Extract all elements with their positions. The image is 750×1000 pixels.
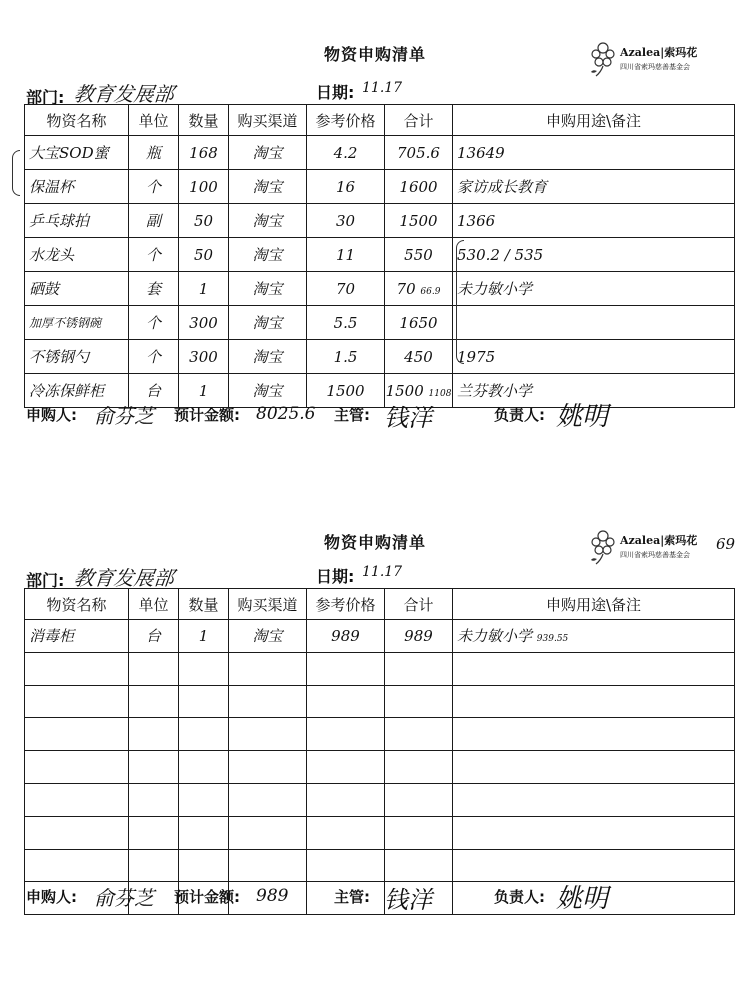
item-channel: 淘宝 <box>229 136 307 170</box>
responsible-label: 负责人: <box>494 888 545 906</box>
item-total: 989 <box>385 620 453 653</box>
column-header: 物资名称 <box>25 105 129 136</box>
supervisor-signature: 钱洋 <box>384 404 432 432</box>
budget-label: 预计金额: <box>174 406 240 424</box>
column-header: 参考价格 <box>307 589 385 620</box>
date-value: 11.17 <box>362 80 403 96</box>
item-channel: 淘宝 <box>229 170 307 204</box>
item-name: 大宝SOD蜜 <box>25 136 129 170</box>
margin-note: 69 <box>716 535 736 553</box>
item-name: 加厚不锈钢碗 <box>25 306 129 340</box>
date-value: 11.17 <box>362 564 403 580</box>
azalea-flower-icon <box>588 38 618 78</box>
purchase-form-1 <box>0 0 750 470</box>
item-name: 消毒柜 <box>25 620 129 653</box>
item-channel: 淘宝 <box>229 306 307 340</box>
item-price: 70 <box>307 272 385 306</box>
column-header: 申购用途\备注 <box>453 105 735 136</box>
item-unit: 瓶 <box>129 136 179 170</box>
items-table <box>24 588 735 915</box>
column-header: 购买渠道 <box>229 589 307 620</box>
logo-subtitle: 四川省索玛慈善基金会 <box>620 551 690 559</box>
supervisor-label: 主管: <box>334 406 370 424</box>
table-row <box>25 170 735 204</box>
table-row <box>25 306 735 340</box>
table-row-empty <box>25 816 735 849</box>
item-name: 乒乓球拍 <box>25 204 129 238</box>
table-row <box>25 272 735 306</box>
column-header: 合计 <box>385 105 453 136</box>
department-value: 教育发展部 <box>72 82 176 106</box>
requester-signature: 俞芬芝 <box>94 886 154 910</box>
item-note <box>453 306 735 340</box>
column-header: 合计 <box>385 589 453 620</box>
table-row <box>25 204 735 238</box>
column-header: 数量 <box>179 105 229 136</box>
item-qty: 300 <box>179 306 229 340</box>
logo-name: Azalea|索玛花 <box>620 46 698 59</box>
item-price: 989 <box>307 620 385 653</box>
table-row <box>25 620 735 653</box>
item-note-cell <box>453 620 735 653</box>
logo-name: Azalea|索玛花 <box>620 534 698 547</box>
table-row-empty <box>25 849 735 882</box>
logo-subtitle: 四川省索玛慈善基金会 <box>620 63 690 71</box>
item-channel: 淘宝 <box>229 374 307 408</box>
foundation-logo <box>588 526 698 572</box>
foundation-logo <box>588 38 698 84</box>
item-price: 30 <box>307 204 385 238</box>
item-channel: 淘宝 <box>229 204 307 238</box>
item-unit: 个 <box>129 238 179 272</box>
item-name: 不锈钢勺 <box>25 340 129 374</box>
item-price: 1.5 <box>307 340 385 374</box>
item-qty: 168 <box>179 136 229 170</box>
item-qty: 300 <box>179 340 229 374</box>
item-price: 11 <box>307 238 385 272</box>
column-header: 单位 <box>129 589 179 620</box>
item-note: 13649 <box>453 136 735 170</box>
item-total: 1500 <box>385 381 424 400</box>
item-unit: 个 <box>129 340 179 374</box>
supervisor-label: 主管: <box>334 888 370 906</box>
responsible-label: 负责人: <box>494 406 545 424</box>
table-row <box>25 238 735 272</box>
column-header: 数量 <box>179 589 229 620</box>
item-channel: 淘宝 <box>229 238 307 272</box>
margin-bracket <box>12 150 20 196</box>
item-unit: 台 <box>129 620 179 653</box>
column-header: 物资名称 <box>25 589 129 620</box>
item-name: 水龙头 <box>25 238 129 272</box>
item-total: 1650 <box>385 306 453 340</box>
item-note: 530.2 / 535 <box>453 238 735 272</box>
item-price: 4.2 <box>307 136 385 170</box>
item-total-aside: 1108 <box>428 388 452 399</box>
purchase-form-2 <box>0 520 750 990</box>
form-title: 物资申购清单 <box>323 533 426 552</box>
date-label: 日期: <box>316 83 355 102</box>
item-note: 家访成长教育 <box>453 170 735 204</box>
item-channel: 淘宝 <box>229 272 307 306</box>
item-qty: 100 <box>179 170 229 204</box>
table-header-row <box>25 589 735 620</box>
department-label: 部门: <box>26 88 65 107</box>
azalea-flower-icon <box>588 526 618 566</box>
table-row <box>25 136 735 170</box>
department-label: 部门: <box>26 571 65 590</box>
item-qty: 50 <box>179 204 229 238</box>
budget-value: 8025.6 <box>256 404 316 424</box>
item-note-aside: 939.55 <box>536 634 569 645</box>
item-price: 1500 <box>307 374 385 408</box>
column-header: 申购用途\备注 <box>453 589 735 620</box>
item-unit: 套 <box>129 272 179 306</box>
item-note: 1366 <box>453 204 735 238</box>
item-note: 未力敏小学 <box>457 627 533 646</box>
budget-value: 989 <box>256 886 289 906</box>
item-unit: 个 <box>129 306 179 340</box>
item-qty: 50 <box>179 238 229 272</box>
table-row-empty <box>25 652 735 685</box>
item-total: 70 <box>396 279 416 298</box>
item-unit: 个 <box>129 170 179 204</box>
item-name: 保温杯 <box>25 170 129 204</box>
column-header: 单位 <box>129 105 179 136</box>
items-table <box>24 104 735 408</box>
table-row-empty <box>25 718 735 751</box>
table-header-row <box>25 105 735 136</box>
table-row-empty <box>25 685 735 718</box>
item-total-cell <box>385 272 453 306</box>
item-total: 1500 <box>385 204 453 238</box>
date-label: 日期: <box>316 567 355 586</box>
requester-label: 申购人: <box>26 406 77 424</box>
department-value: 教育发展部 <box>72 566 176 590</box>
item-total: 1600 <box>385 170 453 204</box>
item-note: 未力敏小学 <box>453 272 735 306</box>
item-unit: 副 <box>129 204 179 238</box>
requester-signature: 俞芬芝 <box>94 404 154 428</box>
item-total-aside: 66.9 <box>420 286 441 297</box>
item-channel: 淘宝 <box>229 340 307 374</box>
item-price: 5.5 <box>307 306 385 340</box>
table-row-empty <box>25 783 735 816</box>
item-unit: 台 <box>129 374 179 408</box>
column-header: 购买渠道 <box>229 105 307 136</box>
item-qty: 1 <box>179 620 229 653</box>
item-qty: 1 <box>179 272 229 306</box>
note-bracket <box>456 240 464 364</box>
responsible-signature: 姚明 <box>556 884 609 914</box>
item-note: 兰芬教小学 <box>453 374 735 408</box>
item-note: 1975 <box>453 340 735 374</box>
supervisor-signature: 钱洋 <box>384 886 432 914</box>
requester-label: 申购人: <box>26 888 77 906</box>
table-row-empty <box>25 751 735 784</box>
item-price: 16 <box>307 170 385 204</box>
budget-label: 预计金额: <box>174 888 240 906</box>
form-title: 物资申购清单 <box>323 45 426 64</box>
table-row <box>25 340 735 374</box>
item-total: 550 <box>385 238 453 272</box>
item-name: 硒鼓 <box>25 272 129 306</box>
item-name: 冷冻保鲜柜 <box>25 374 129 408</box>
item-channel: 淘宝 <box>229 620 307 653</box>
column-header: 参考价格 <box>307 105 385 136</box>
item-qty: 1 <box>179 374 229 408</box>
responsible-signature: 姚明 <box>556 402 609 432</box>
item-total: 705.6 <box>385 136 453 170</box>
item-total: 450 <box>385 340 453 374</box>
